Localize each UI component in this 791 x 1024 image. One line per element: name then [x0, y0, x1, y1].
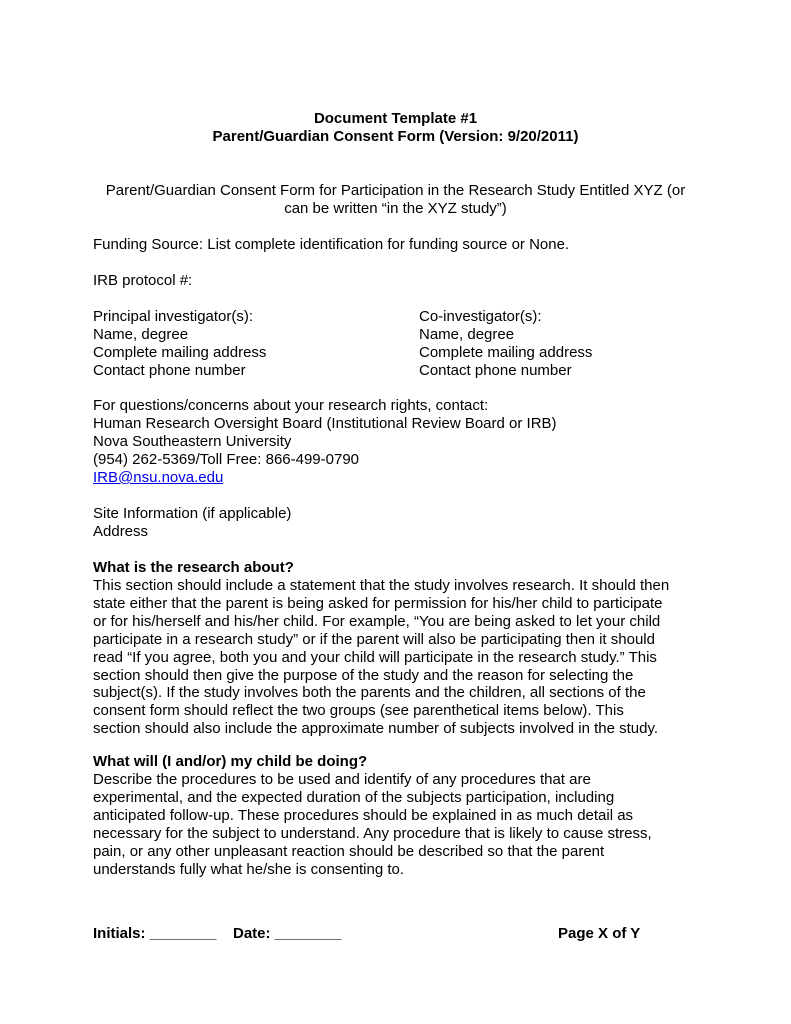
section-research-body	[93, 577, 713, 738]
irb-protocol: IRB protocol #:	[93, 272, 193, 289]
document-title: Document Template #1	[313, 110, 478, 127]
coi-phone: Contact phone number	[419, 362, 572, 379]
coi-address: Complete mailing address	[419, 344, 593, 361]
paragraph-line: or for his/herself and his/her child. For example, “You are being asked to let your child	[93, 612, 661, 630]
contact-line-4: (954) 262-5369/Toll Free: 866-499-0790	[93, 451, 360, 468]
intro-line-1: Parent/Guardian Consent Form for Participation in the Research Study Entitled XYZ (or	[105, 182, 686, 199]
contact-line-1: For questions/concerns about your research rights, contact:	[93, 397, 489, 414]
paragraph-line: section should then give the purpose of the study and the reason for selecting the	[93, 666, 634, 684]
funding-source: Funding Source: List complete identification for funding source or None.	[93, 236, 570, 253]
paragraph-line: This section should include a statement that the study involves research. It should then	[93, 577, 670, 594]
pi-heading: Principal investigator(s):	[93, 308, 254, 325]
section-procedures-heading: What will (I and/or) my child be doing?	[93, 753, 368, 770]
paragraph-line: pain, or any other unpleasant reaction should be described so that the parent	[93, 842, 605, 860]
contact-line-2: Human Research Oversight Board (Institutional Review Board or IRB)	[93, 415, 557, 432]
pi-name: Name, degree	[93, 326, 189, 343]
intro-line-2: can be written “in the XYZ study”)	[284, 200, 507, 217]
paragraph-line: subject(s). If the study involves both the parents and the children, all sections of the	[93, 684, 646, 702]
irb-email-line	[93, 469, 223, 487]
paragraph-line: anticipated follow-up. These procedures should be explained in as much detail as	[93, 806, 634, 824]
paragraph-line: Describe the procedures to be used and identify of any procedures that are	[93, 771, 591, 788]
site-info-line-2: Address	[93, 523, 149, 540]
paragraph-line: section should also include the approximate number of subjects involved in the study.	[93, 720, 659, 738]
paragraph-line: participate in a research study” or if the parent will also be participating then it should	[93, 630, 655, 648]
section-procedures-body	[93, 771, 713, 878]
paragraph-line: necessary for the subject to understand. Any procedure that is likely to cause stress,	[93, 824, 652, 842]
irb-email-link[interactable]: IRB@nsu.nova.edu	[93, 469, 224, 486]
paragraph-line: read “If you agree, both you and your child will participate in the research study.” This	[93, 648, 657, 666]
paragraph-line: experimental, and the expected duration of the subjects participation, including	[93, 788, 615, 806]
document-subtitle: Parent/Guardian Consent Form (Version: 9/20/2011)	[212, 128, 579, 145]
contact-line-3: Nova Southeastern University	[93, 433, 292, 450]
coi-name: Name, degree	[419, 326, 515, 343]
pi-address: Complete mailing address	[93, 344, 267, 361]
pi-phone: Contact phone number	[93, 362, 246, 379]
section-research-heading: What is the research about?	[93, 559, 294, 576]
paragraph-line: understands fully what he/she is consenting to.	[93, 860, 405, 878]
footer-date: Date: ________	[233, 925, 342, 942]
footer-initials: Initials: ________	[93, 925, 217, 942]
footer-page-number: Page X of Y	[558, 925, 641, 942]
paragraph-line: consent form should reflect the two groups (see parenthetical items below). This	[93, 702, 624, 720]
site-info-line-1: Site Information (if applicable)	[93, 505, 292, 522]
coi-heading: Co-investigator(s):	[419, 308, 542, 325]
paragraph-line: state either that the parent is being asked for permission for his/her child to participate	[93, 594, 663, 612]
